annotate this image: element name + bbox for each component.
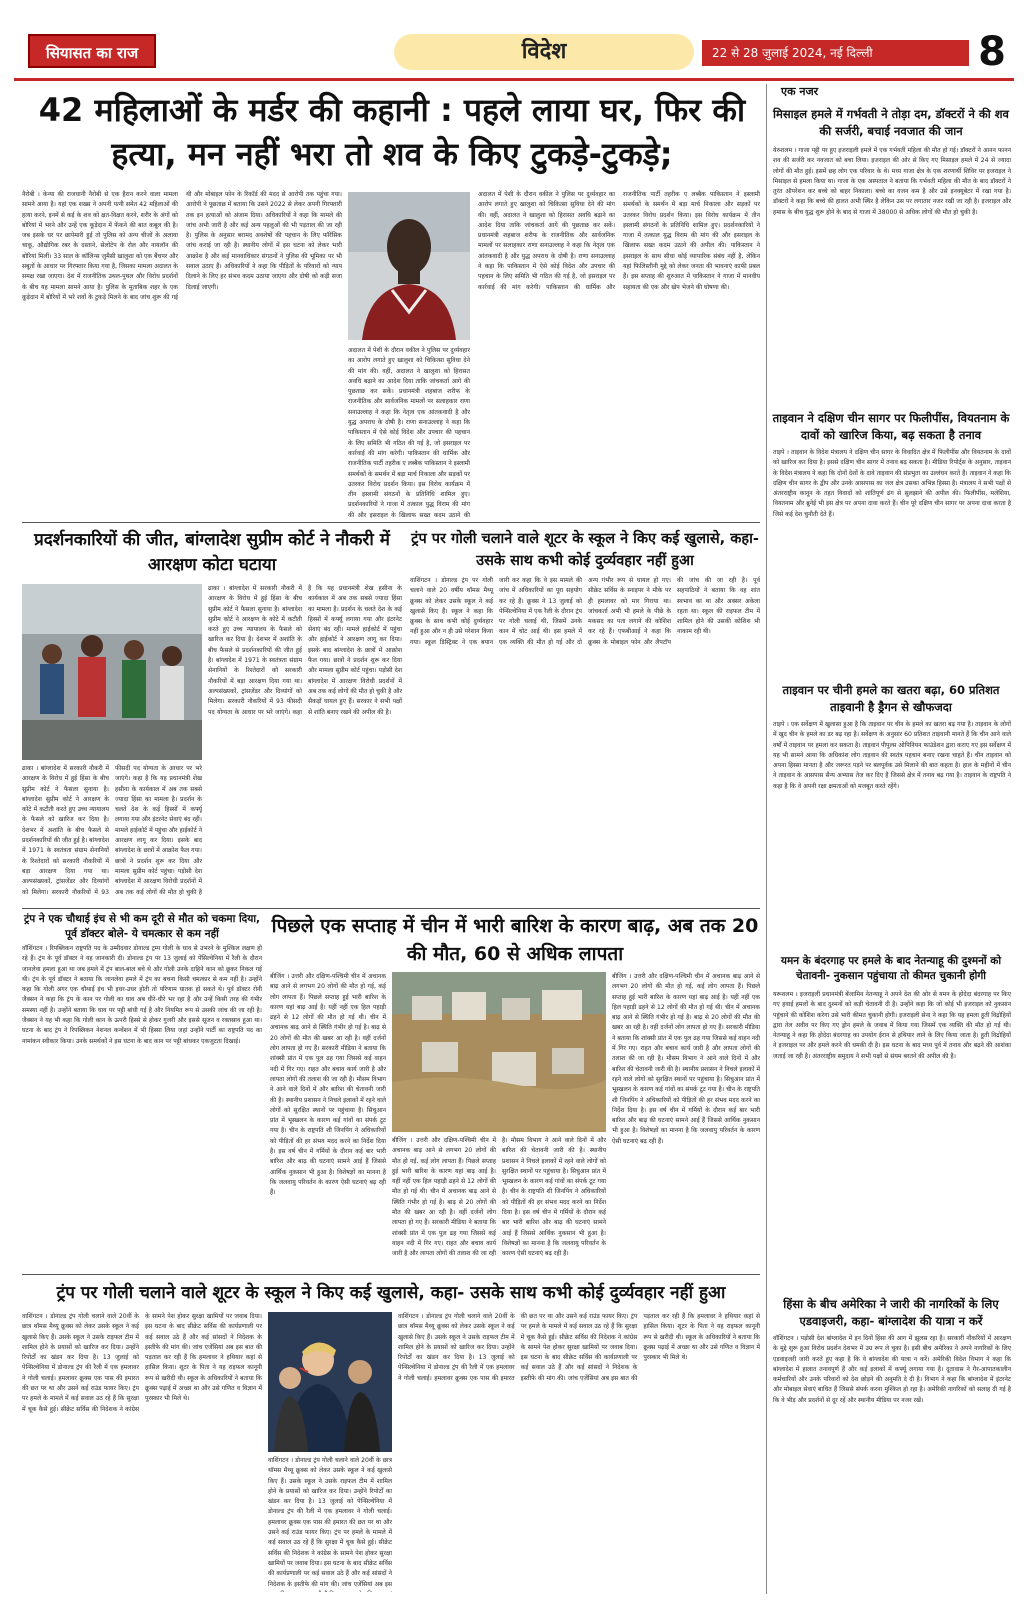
brief-body: ताइपे । एक सर्वेक्षण में खुलासा हुआ है कि ताइवान पर चीन के हमले का खतरा बढ़ गया है। ताइवान के लोगों में खुद चीन के हमले का डर बढ़ रहा है। सर्वेक्षण के अनुसार 60 प्रतिशत ताइवानी मानते हैं कि चीन आने वाले वर्षों में ताइवान पर हमला कर सकता है। ताइवान पीपुल्स ओपिनियन फाउंडेशन द्वारा कराए गए इस सर्वेक्षण में यह भी सामने आया कि अधिकांश लोग ताइवान की स्वतंत्र पहचान बनाए रखना चाहते हैं। चीन ताइवान को अपना हिस्सा मानता है और जरूरत पड़ने पर बलपूर्वक उसे मिलाने की बात कहता है। हाल के महीनों में चीन ने ताइवान के आसपास सैन्य अभ्यास तेज कर दिए हैं जिससे क्षेत्र में तनाव बढ़ गया है। ताइवान के राष्ट्रपति ने कहा है कि वे अपनी रक्षा क्षमताओं को मजबूत करते रहेंगे। [773, 721, 1011, 790]
bangladesh-body-continued: ढाका । बांग्लादेश में सरकारी नौकरी में आरक्षण के विरोध में हुई हिंसा के बीच सुप्रीम कोर्ट ने फैसला सुनाया है। बांग्लादेश सुप्रीम कोर्ट ने आरक्षण के कोटे में कटौती करते हुए उच्च न्यायालय के फैसले को खारिज कर दिया है। देशभर में अशांति के बीच फैसले से प्रदर्शनकारियों की जीत हुई है। बांग्लादेश में 1971 के स्वतंत्रता संग्राम सेनानियों के रिश्तेदारों को सरकारी नौकरियों में बड़ा आरक्षण दिया गया था। अल्पसंख्यकों, ट्रांसजेंडर और दिव्यांगों को मिलेगा। सरकारी नौकरियों में 93 फीसदी पद योग्यता के आधार पर भरे जाएंगे। कहा है कि यह प्रधानमंत्री शेख हसीना के कार्यकाल में अब तक सबसे ज्यादा हिंसा का मामला है। प्रदर्शन के चलते देश के कई हिस्सों में कर्फ्यू लगाया गया और इंटरनेट सेवाएं बंद रहीं। मामले हाईकोर्ट में पहुंचा और हाईकोर्ट ने आरक्षण लागू कर दिया। इसके बाद बांग्लादेश के छात्रों में आक्रोश फैल गया। छात्रों ने प्रदर्शन शुरू कर दिया और मामला सुप्रीम कोर्ट पहुंचा। पड़ोसी देश बांग्लादेश में आरक्षण विरोधी प्रदर्शनों में अब तक कई लोगों की मौत हो चुकी है और सैकड़ों घायल हुए हैं। सरकार ने सभी पक्षों से शांति बनाए रखने की अपील की है। [208, 585, 402, 716]
brief-body: ताइपे । ताइवान के विदेश मंत्रालय ने दक्षिण चीन सागर के विवादित क्षेत्र में फिलीपींस और वियतनाम के दावों को खारिज कर दिया है। इससे दक्षिण चीन सागर में तनाव बढ़ सकता है। मीडिया रिपोर्ट्स के अनुसार, ताइवान के विदेश मंत्रालय ने कहा कि दोनों देशों के दावे ताइवान की संप्रभुता का उल्लंघन करते हैं। ताइवान ने कहा कि दक्षिण चीन सागर के द्वीप और उनके आसपास का जल क्षेत्र उसका अभिन्न हिस्सा है। मंत्रालय ने सभी पक्षों से अंतरराष्ट्रीय कानून के तहत विवादों को शांतिपूर्ण ढंग से सुलझाने की अपील की। फिलीपींस, मलेशिया, वियतनाम और ब्रुनेई भी इस क्षेत्र पर अपना दावा करते हैं। चीन पूरे दक्षिण चीन सागर पर अपना दावा करता है जिसे कई देश चुनौती देते हैं। [773, 449, 1011, 518]
protest-photo [22, 584, 202, 760]
brief-headline: ताइवान पर चीनी हमले का खतरा बढ़ा, 60 प्रतिशत ताइवानी है ड्रैगन से खौफजदा [782, 683, 1000, 714]
brief-headline: ताइवान ने दक्षिण चीन सागर पर फिलीपींस, वियतनाम के दावों को खारिज किया, बढ़ सकता है तनाव [772, 411, 1010, 442]
lead-body-continued: अदालत में पेशी के दौरान वकील ने पुलिस पर दुर्व्यवहार का आरोप लगाते हुए खालुशा को चिकित्सा सुविधा देने की मांग की। वहीं, अदालत ने खालुशा को हिरासत अवधि बढ़ाने का आदेश दिया ताकि जांचकर्ता आगे की पूछताछ कर सकें। प्रधानमंत्री शहबाज शरीफ के राजनीतिक और सार्वजनिक मामलों पर सलाहकार राणा सनाउल्लाह ने कहा कि नेतृत्व एक आंतकवादी है और युद्ध अपराध के दोषी है। राणा सनाउल्लाह ने कहा कि पाकिस्तान में ऐसे कोई विदेश और उपचार की पहचान के लिए समिति भी गठित की गई है, जो इसराइल पर कार्रवाई की मांग करेगी। पाकिस्तान की धार्मिक और राजनीतिक पार्टी तहरीक ए लब्बैक पाकिस्तान ने इस्लामी समर्थकों के समर्थन में बड़ा मार्च निकाला और सड़कों पर उतरकर विरोध प्रदर्शन किया। इस विरोध कार्यक्रम में तीन इस्लामी संगठनों के प्रतिनिधि शामिल हुए। प्रदर्शनकारियों ने गाजा में तत्काल युद्ध विराम की मांग की और इसराइल के खिलाफ सख्त कदम उठाने की [348, 347, 470, 518]
masthead-rule [14, 78, 1014, 81]
divider [22, 1274, 760, 1275]
brief-body: येरुशलम । गाजा पट्टी पर हुए इजराइली हमले में एक गर्भवती महिला की मौत हो गई। डॉक्टरों ने आनन फानन शव की सर्जरी कर नवजात को बचा लिया। इजराइल की ओर से किए गए मिसाइल हमले में 24 से ज्यादा लोगों की मौत हुई। इसमें छह लोग एक परिवार के थे। मध्य गाजा क्षेत्र के एक शरणार्थी शिविर पर इजराइल ने मिसाइल से हमला किया था। गाजा के एक अस्पताल ने बताया कि गर्भवती महिला की मौत के बाद डॉक्टरों ने तुरंत ऑपरेशन कर बच्चे को बाहर निकाला। बच्चे का वजन कम है और उसे इनक्यूबेटर में रखा गया है। डॉक्टरों ने कहा कि बच्चे की हालत अभी स्थिर है लेकिन उस पर लगातार नजर रखी जा रही है। इजराइल और हमास के बीच युद्ध शुरू होने के बाद से गाजा में 38000 से अधिक लोगों की मौत हो चुकी है। [773, 147, 1011, 216]
masthead [14, 29, 1014, 78]
trump-photo [268, 1312, 392, 1452]
china-rain-body-continued: बीजिंग । उत्तरी और दक्षिण-पश्चिमी चीन में अचानक बाढ़ आने से लगभग 20 लोगों की मौत हो गई, कई लोग लापता हैं। पिछले सप्ताह हुई भारी बारिश के कारण यहां बाढ़ आई है। यहीं नहीं एक हिल पहाड़ी ढहने से 12 लोगों की मौत हो गई थी। चीन में अचानक बाढ़ आने से स्थिति गंभीर हो गई है। बाढ़ से 20 लोगों की मौत की खबर आ रही है। वहीं दर्जनों लोग लापता हो गए हैं। सरकारी मीडिया ने बताया कि शांक्सी प्रांत में एक पुल ढह गया जिससे कई वाहन नदी में गिर गए। राहत और बचाव कार्य जारी है और लापता लोगों की तलाश की जा रही है। मौसम विभाग ने आने वाले दिनों में और बारिश की चेतावनी जारी की है। स्थानीय प्रशासन ने निचले इलाकों में रहने वाले लोगों को सुरक्षित स्थानों पर पहुंचाया है। सिचुआन प्रांत में भूस्खलन के कारण कई गांवों का संपर्क टूट गया है। चीन के राष्ट्रपति शी जिनपिंग ने अधिकारियों को पीड़ितों की हर संभव मदद करने का निर्देश दिया है। इस वर्ष चीन में गर्मियों के दौरान कई बार भारी बारिश और बाढ़ की घटनाएं सामने आई हैं जिससे आर्थिक नुकसान भी हुआ है। विशेषज्ञों का मानना है कि जलवायु परिवर्तन के कारण ऐसी घटनाएं बढ़ रही हैं। [392, 1137, 606, 1258]
bangladesh-headline: प्रदर्शनकारियों की जीत, बांग्लादेश सुप्रीम कोर्ट ने नौकरी में आरक्षण कोटा घटाया [34, 530, 390, 575]
china-rain-body-extra: बीजिंग । उत्तरी और दक्षिण-पश्चिमी चीन में अचानक बाढ़ आने से लगभग 20 लोगों की मौत हो गई, कई लोग लापता हैं। पिछले सप्ताह हुई भारी बारिश के कारण यहां बाढ़ आई है। यहीं नहीं एक हिल पहाड़ी ढहने से 12 लोगों की मौत हो गई थी। चीन में अचानक बाढ़ आने से स्थिति गंभीर हो गई है। बाढ़ से 20 लोगों की मौत की खबर आ रही है। वहीं दर्जनों लोग लापता हो गए हैं। सरकारी मीडिया ने बताया कि शांक्सी प्रांत में एक पुल ढह गया जिससे कई वाहन नदी में गिर गए। राहत और बचाव कार्य जारी है और लापता लोगों की तलाश की जा रही है। मौसम विभाग ने आने वाले दिनों में और बारिश की चेतावनी जारी की है। स्थानीय प्रशासन ने निचले इलाकों में रहने वाले लोगों को सुरक्षित स्थानों पर पहुंचाया है। सिचुआन प्रांत में भूस्खलन के कारण कई गांवों का संपर्क टूट गया है। चीन के राष्ट्रपति शी जिनपिंग ने अधिकारियों को पीड़ितों की हर संभव मदद करने का निर्देश दिया है। इस वर्ष चीन में गर्मियों के दौरान कई बार भारी बारिश और बाढ़ की घटनाएं सामने आई हैं जिससे आर्थिक नुकसान भी हुआ है। विशेषज्ञों का मानना है कि जलवायु परिवर्तन के कारण ऐसी घटनाएं बढ़ रही हैं। [612, 973, 760, 1145]
china-rain-headline: पिछले एक सप्ताह में चीन में भारी बारिश के कारण बाढ़, अब तक 20 की मौत, 60 से अधिक लापता [271, 915, 759, 965]
shooter-top-headline: ट्रंप पर गोली चलाने वाले शूटर के स्कूल ने किए कई खुलासे, कहा- उसके साथ कभी कोई दुर्व्यवहार नहीं हुआ [411, 531, 759, 569]
divider [22, 522, 760, 523]
shooter-bottom-headline: ट्रंप पर गोली चलाने वाले शूटर के स्कूल ने किए कई खुलासे, कहा- उसके साथ कभी कोई दुर्व्यवहार नहीं हुआ [56, 1283, 726, 1303]
divider [22, 908, 760, 909]
bangladesh-body: ढाका । बांग्लादेश में सरकारी नौकरी में आरक्षण के विरोध में हुई हिंसा के बीच सुप्रीम कोर्ट ने फैसला सुनाया है। बांग्लादेश सुप्रीम कोर्ट ने आरक्षण के कोटे में कटौती करते हुए उच्च न्यायालय के फैसले को खारिज कर दिया है। देशभर में अशांति के बीच फैसले से प्रदर्शनकारियों की जीत हुई है। बांग्लादेश में 1971 के स्वतंत्रता संग्राम सेनानियों के रिश्तेदारों को सरकारी नौकरियों में बड़ा आरक्षण दिया गया था। अल्पसंख्यकों, ट्रांसजेंडर और दिव्यांगों को मिलेगा। सरकारी नौकरियों में 93 फीसदी पद योग्यता के आधार पर भरे जाएंगे। कहा है कि यह प्रधानमंत्री शेख हसीना के कार्यकाल में अब तक सबसे ज्यादा हिंसा का मामला है। प्रदर्शन के चलते देश के कई हिस्सों में कर्फ्यू लगाया गया और इंटरनेट सेवाएं बंद रहीं। मामले हाईकोर्ट में पहुंचा और हाईकोर्ट ने आरक्षण लागू कर दिया। इसके बाद बांग्लादेश के छात्रों में आक्रोश फैल गया। छात्रों ने प्रदर्शन शुरू कर दिया और मामला सुप्रीम कोर्ट पहुंचा। पड़ोसी देश बांग्लादेश में आरक्षण विरोधी प्रदर्शनों में अब तक कई लोगों की मौत हो चुकी है [22, 765, 202, 896]
lead-headline: 42 महिलाओं के मर्डर की कहानी : पहले लाया घर, फिर की हत्या, मन नहीं भरा तो शव के किए टुकड़े-टुकड़े; [38, 91, 746, 173]
section-title: विदेश [394, 34, 694, 70]
brief-body: वॉशिंगटन । पड़ोसी देश बांग्लादेश में इन दिनों हिंसा की आग में झुलस रहा है। सरकारी नौकरियों में आरक्षण के मुद्दे शुरू हुआ विरोध प्रदर्शन देशभर में उग्र रूप ले चुका है। इसी बीच अमेरिका ने अपने नागरिकों के लिए एडवाइजरी जारी करते हुए कहा है कि वे बांग्लादेश की यात्रा न करें। अमेरिकी विदेश विभाग ने कहा कि बांग्लादेश में हालात तनावपूर्ण हैं और कई इलाकों में कर्फ्यू लगाया गया है। दूतावास ने गैर-आपातकालीन कर्मचारियों और उनके परिवारों को देश छोड़ने की अनुमति दे दी है। विभाग ने कहा कि बांग्लादेश में इंटरनेट और मोबाइल सेवाएं बाधित हैं जिससे संपर्क करना मुश्किल हो रहा है। अमेरिकी नागरिकों को सलाह दी गई है कि वे भीड़ और प्रदर्शनों से दूर रहें और स्थानीय मीडिया पर नजर रखें। [773, 1335, 1011, 1404]
shooter-bottom-body-mid: वाशिंगटन । डोनाल्ड ट्रंप गोली चलाने वाले 20वीं के छात्र थॉमस मैथ्यू क्रूक्स को लेकर उसके स्कूल ने कई खुलासे किए हैं। उसके स्कूल ने उसके राइफल टीम में शामिल होने के प्रयासों को खारिज कर दिया। उन्होंने रिपोर्टों का खंडन कर दिया है। 13 जुलाई को पेन्सिल्वेनिया में डोनाल्ड ट्रंप की रैली में एक हमलावर ने गोली चलाई। हमलावर क्रूक्स एक पास की इमारत की छत पर था और उसने कई राउंड फायर किए। ट्रंप पर हमले के मामले में कई सवाल उठ रहे हैं कि सुरक्षा में चूक कैसे हुई। सीक्रेट सर्विस की निदेशक ने कांग्रेस के सामने पेश होकर सुरक्षा खामियों पर जवाब दिया। इस घटना के बाद सीक्रेट सर्विस की कार्यप्रणाली पर कई सवाल उठे हैं और कई सांसदों ने निदेशक के इस्तीफे की मांग की। जांच एजेंसियां अब इस [268, 1457, 392, 1588]
page-number: 8 [969, 30, 1015, 74]
newspaper-logo: सियासत का राज [28, 34, 156, 68]
brief-body: यरूशलम । इजराइली प्रधानमंत्री बेंजामिन नेतन्याहू ने अपने देश की ओर से यमन के होदेदा बंदरगाह पर किए गए हवाई हमलों के बाद दुश्मनों को कड़ी चेतावनी दी है। उन्होंने कहा कि जो कोई भी इजराइल को नुकसान पहुंचाने की कोशिश करेगा उसे भारी कीमत चुकानी होगी। इजराइली सेना ने कहा कि यह हमला हूती विद्रोहियों द्वारा तेल अवीव पर किए गए ड्रोन हमले के जवाब में किया गया जिसमें एक व्यक्ति की मौत हो गई थी। नेतन्याहू ने कहा कि होदेदा बंदरगाह का उपयोग ईरान से हथियार लाने के लिए किया जाता है। हूती विद्रोहियों ने इजराइल पर और हमले करने की धमकी दी है। इस घटना के बाद मध्य पूर्व में तनाव और बढ़ने की आशंका जताई जा रही है। अंतरराष्ट्रीय समुदाय ने सभी पक्षों से संयम बरतने की अपील की है। [773, 991, 1011, 1060]
brief-headline: मिसाइल हमले में गर्भवती ने तोड़ा दम, डॉक्टरों ने की शव की सर्जरी, बचाई नवजात की जान [773, 107, 1009, 138]
sidebar-tag: एक नजर [777, 84, 857, 102]
shooter-bottom-body: वाशिंगटन । डोनाल्ड ट्रंप गोली चलाने वाले 20वीं के छात्र थॉमस मैथ्यू क्रूक्स को लेकर उसके स्कूल ने कई खुलासे किए हैं। उसके स्कूल ने उसके राइफल टीम में शामिल होने के प्रयासों को खारिज कर दिया। उन्होंने रिपोर्टों का खंडन कर दिया है। 13 जुलाई को पेन्सिल्वेनिया में डोनाल्ड ट्रंप की रैली में एक हमलावर ने गोली चलाई। हमलावर क्रूक्स एक पास की इमारत की छत पर था और उसने कई राउंड फायर किए। ट्रंप पर हमले के मामले में कई सवाल उठ रहे हैं कि सुरक्षा में चूक कैसे हुई। सीक्रेट सर्विस की निदेशक ने कांग्रेस के सामने पेश होकर सुरक्षा खामियों पर जवाब दिया। इस घटना के बाद सीक्रेट सर्विस की कार्यप्रणाली पर कई सवाल उठे हैं और कई सांसदों ने निदेशक के इस्तीफे की मांग की। जांच एजेंसियां अब इस बात की पड़ताल कर रही हैं कि हमलावर ने हथियार कहां से हासिल किया। शूटर के पिता ने यह राइफल कानूनी रूप से खरीदी थी। स्कूल के अधिकारियों ने बताया कि क्रूक्स पढ़ाई में अच्छा था और उसे गणित व विज्ञान में पुरस्कार भी मिले थे। [22, 1313, 262, 1413]
brief-headline: यमन के बंदरगाह पर हमले के बाद नेतन्याहू की दुश्मनों को चेतावनी- नुकसान पहुंचाया तो कीमत चुकानी होगी [780, 955, 1002, 982]
israel-body: अदालत में पेशी के दौरान वकील ने पुलिस पर दुर्व्यवहार का आरोप लगाते हुए खालुशा को चिकित्सा सुविधा देने की मांग की। वहीं, अदालत ने खालुशा को हिरासत अवधि बढ़ाने का आदेश दिया ताकि जांचकर्ता आगे की पूछताछ कर सकें। प्रधानमंत्री शहबाज शरीफ के राजनीतिक और सार्वजनिक मामलों पर सलाहकार राणा सनाउल्लाह ने कहा कि नेतृत्व एक आंतकवादी है और युद्ध अपराध के दोषी है। राणा सनाउल्लाह ने कहा कि पाकिस्तान में ऐसे कोई विदेश और उपचार की पहचान के लिए समिति भी गठित की गई है, जो इसराइल पर कार्रवाई की मांग करेगी। पाकिस्तान की धार्मिक और राजनीतिक पार्टी तहरीक ए लब्बैक पाकिस्तान ने इस्लामी समर्थकों के समर्थन में बड़ा मार्च निकाला और सड़कों पर उतरकर विरोध प्रदर्शन किया। इस विरोध कार्यक्रम में तीन इस्लामी संगठनों के प्रतिनिधि शामिल हुए। प्रदर्शनकारियों ने गाजा में तत्काल युद्ध विराम की मांग की और इसराइल के खिलाफ सख्त कदम उठाने की अपील की। पाकिस्तान ने इसराइल के साथ सीधा कोई व्यापारिक संबंध नहीं है, लेकिन यहां फिलिस्तीनी मुद्दे को लेकर जनता की भावनाएं काफी प्रबल हैं। इस सप्ताह की शुरुआत में पाकिस्तान ने गाजा में मानवीय सहायता की एक और खेप भेजने की घोषणा की। [478, 191, 760, 291]
suspect-photo [348, 192, 470, 340]
brief-headline: हिंसा के बीच अमेरिका ने जारी की नागरिकों के लिए एडवाइजरी, कहा- बांग्लादेश की यात्रा न करें [783, 1297, 999, 1328]
sidebar-briefs [766, 84, 1014, 1594]
lead-body: नैरोबी । केन्या की राजधानी नैरोबी से एक हैरान करने वाला मामला सामने आया है। यहां एक शख्स ने अपनी पत्नी समेत 42 महिलाओं की हत्या करने, इनमें से कई के शव को क्षत-विक्षत करने, शरीर के अंगों को बोरियां में भरने और उन्हें एक कूड़ेदान में फेंकने की बात कबूल की है। जब इसके घर पर छापेमारी हुई तो पुलिस को अन्य चीजों के अलावा चाकू, औद्योगिक रबर के दस्ताने, सेलोटेप के रोल और नायलॉन की बोरियां मिलीं। 33 साल के कॉलिन्स जुमैसी खालुशा को एक बैंचपर और सबूतों के आधार पर गिरफ्तार किया गया है, जिसका मामला अदालत के समक्ष रखा जाएगा। देश में राजनीतिक उथल-पुथल और विरोध प्रदर्शनों के बीच यह मामला सामने आया है। पुलिस के मुताबिक शहर के एक कूड़ेदान में बोरियों में भरे शवों के टुकड़े मिलने के बाद जांच शुरू की गई थी और मोबाइल फोन के रिकॉर्ड की मदद से आरोपी तक पहुंचा गया। आरोपी ने पूछताछ में बताया कि उसने 2022 से लेकर अपनी गिरफ्तारी तक इन हत्याओं को अंजाम दिया। अधिकारियों ने कहा कि मामले की जांच अभी जारी है और कई अन्य पहलुओं की भी पड़ताल की जा रही है। पुलिस के अनुसार बरामद अवशेषों की पहचान के लिए फॉरेंसिक जांच कराई जा रही है। स्थानीय लोगों में इस घटना को लेकर भारी आक्रोश है और कई मानवाधिकार संगठनों ने पुलिस की भूमिका पर भी सवाल उठाए हैं। अधिकारियों ने कहा कि पीड़ितों के परिवारों को न्याय दिलाने के लिए हर संभव कदम उठाया जाएगा और दोषी को कड़ी सजा दिलाई जाएगी। [22, 191, 342, 301]
trump-distance-headline: ट्रंप ने एक चौथाई इंच से भी कम दूरी से मौत को चकमा दिया, पूर्व डॉक्टर बोले- ये चमत्कार से कम नहीं [23, 913, 261, 940]
china-rain-body: बीजिंग । उत्तरी और दक्षिण-पश्चिमी चीन में अचानक बाढ़ आने से लगभग 20 लोगों की मौत हो गई, कई लोग लापता हैं। पिछले सप्ताह हुई भारी बारिश के कारण यहां बाढ़ आई है। यहीं नहीं एक हिल पहाड़ी ढहने से 12 लोगों की मौत हो गई थी। चीन में अचानक बाढ़ आने से स्थिति गंभीर हो गई है। बाढ़ से 20 लोगों की मौत की खबर आ रही है। वहीं दर्जनों लोग लापता हो गए हैं। सरकारी मीडिया ने बताया कि शांक्सी प्रांत में एक पुल ढह गया जिससे कई वाहन नदी में गिर गए। राहत और बचाव कार्य जारी है और लापता लोगों की तलाश की जा रही है। मौसम विभाग ने आने वाले दिनों में और बारिश की चेतावनी जारी की है। स्थानीय प्रशासन ने निचले इलाकों में रहने वाले लोगों को सुरक्षित स्थानों पर पहुंचाया है। सिचुआन प्रांत में भूस्खलन के कारण कई गांवों का संपर्क टूट गया है। चीन के राष्ट्रपति शी जिनपिंग ने अधिकारियों को पीड़ितों की हर संभव मदद करने का निर्देश दिया है। इस वर्ष चीन में गर्मियों के दौरान कई बार भारी बारिश और बाढ़ की घटनाएं सामने आई हैं जिससे आर्थिक नुकसान भी हुआ है। विशेषज्ञों का मानना है कि जलवायु परिवर्तन के कारण ऐसी घटनाएं बढ़ रही हैं। [270, 973, 386, 1197]
shooter-top-body: वाशिंगटन । डोनाल्ड ट्रंप पर गोली चलाने वाले 20 वर्षीय थॉमस मैथ्यू क्रूक्स को लेकर उसके स्कूल ने कई खुलासे किए हैं। स्कूल ने कहा कि क्रूक्स के साथ कभी कोई दुर्व्यवहार नहीं हुआ और न ही उसे परेशान किया गया। स्कूल डिस्ट्रिक्ट ने एक बयान जारी कर कहा कि वे इस मामले की जांच में अधिकारियों का पूरा सहयोग कर रहे हैं। क्रूक्स ने 13 जुलाई को पेन्सिल्वेनिया में एक रैली के दौरान ट्रंप पर गोली चलाई थी, जिसमें उनके कान में चोट आई थी। इस हमले में एक व्यक्ति की मौत हो गई और दो अन्य गंभीर रूप से घायल हो गए। सीक्रेट सर्विस के स्नाइपर ने मौके पर ही हमलावर को मार गिराया था। जांचकर्ता अभी भी हमले के पीछे के मकसद का पता लगाने की कोशिश कर रहे हैं। एफबीआई ने कहा कि क्रूक्स के मोबाइल फोन और लैपटॉप की जांच की जा रही है। पूर्व सहपाठियों ने बताया कि वह शांत स्वभाव का था और अक्सर अकेला रहता था। स्कूल की राइफल टीम में शामिल होने की उसकी कोशिश भी नाकाम रही थी। [410, 577, 760, 646]
flood-photo [392, 972, 606, 1132]
shooter-bottom-body-right: वाशिंगटन । डोनाल्ड ट्रंप गोली चलाने वाले 20वीं के छात्र थॉमस मैथ्यू क्रूक्स को लेकर उसके स्कूल ने कई खुलासे किए हैं। उसके स्कूल ने उसके राइफल टीम में शामिल होने के प्रयासों को खारिज कर दिया। उन्होंने रिपोर्टों का खंडन कर दिया है। 13 जुलाई को पेन्सिल्वेनिया में डोनाल्ड ट्रंप की रैली में एक हमलावर ने गोली चलाई। हमलावर क्रूक्स एक पास की इमारत की छत पर था और उसने कई राउंड फायर किए। ट्रंप पर हमले के मामले में कई सवाल उठ रहे हैं कि सुरक्षा में चूक कैसे हुई। सीक्रेट सर्विस की निदेशक ने कांग्रेस के सामने पेश होकर सुरक्षा खामियों पर जवाब दिया। इस घटना के बाद सीक्रेट सर्विस की कार्यप्रणाली पर कई सवाल उठे हैं और कई सांसदों ने निदेशक के इस्तीफे की मांग की। जांच एजेंसियां अब इस बात की पड़ताल कर रही हैं कि हमलावर ने हथियार कहां से हासिल किया। शूटर के पिता ने यह राइफल कानूनी रूप से खरीदी थी। स्कूल के अधिकारियों ने बताया कि क्रूक्स पढ़ाई में अच्छा था और उसे गणित व विज्ञान में पुरस्कार भी मिले थे। [398, 1313, 760, 1382]
edition-date: 22 से 28 जुलाई 2024, नई दिल्ली [702, 40, 972, 66]
trump-distance-body: वॉशिंगटन । रिपब्लिकन राष्ट्रपति पद के उम्मीदवार डोनाल्ड ट्रम्प गोली के घाव से उभरने के मुश्किल लक्षण हो रहे हैं। ट्रंप के पूर्व डॉक्टर ने यह जानकारी दी। डोनाल्ड ट्रंप पर 13 जुलाई को पेंसिल्वेनिया में रैली के दौरान जानलेवा हमला हुआ था जब हमले में ट्रंप बाल-बाल बचे थे और गोली उनके दाहिने कान को छूकर निकल गई थी। ट्रंप के पूर्व डॉक्टर ने बताया कि जानलेवा हमले में ट्रंप का बचना किसी चमत्कार से कम नहीं है। उन्होंने कहा कि गोली अगर एक चौथाई इंच भी इधर-उधर होती तो परिणाम घातक हो सकते थे। पूर्व डॉक्टर रोनी जैक्सन ने कहा कि ट्रंप के कान पर गोली का घाव अब धीरे-धीरे भर रहा है और उन्हें किसी तरह की गंभीर समस्या नहीं है। उन्होंने बताया कि घाव पर पट्टी बांधी गई है और नियमित रूप से उसकी जांच की जा रही है। जैक्सन ने यह भी कहा कि गोली कान के ऊपरी हिस्से से होकर गुजरी और इससे सूजन व रक्तस्राव हुआ था। घटना के बाद ट्रंप ने रिपब्लिकन नेशनल कन्वेंशन में भी हिस्सा लिया जहां उन्होंने पार्टी का राष्ट्रपति पद का नामांकन स्वीकार किया। उनके समर्थकों ने इस घटना के बाद कान पर पट्टी बांधकर एकजुटता दिखाई। [22, 945, 262, 1045]
